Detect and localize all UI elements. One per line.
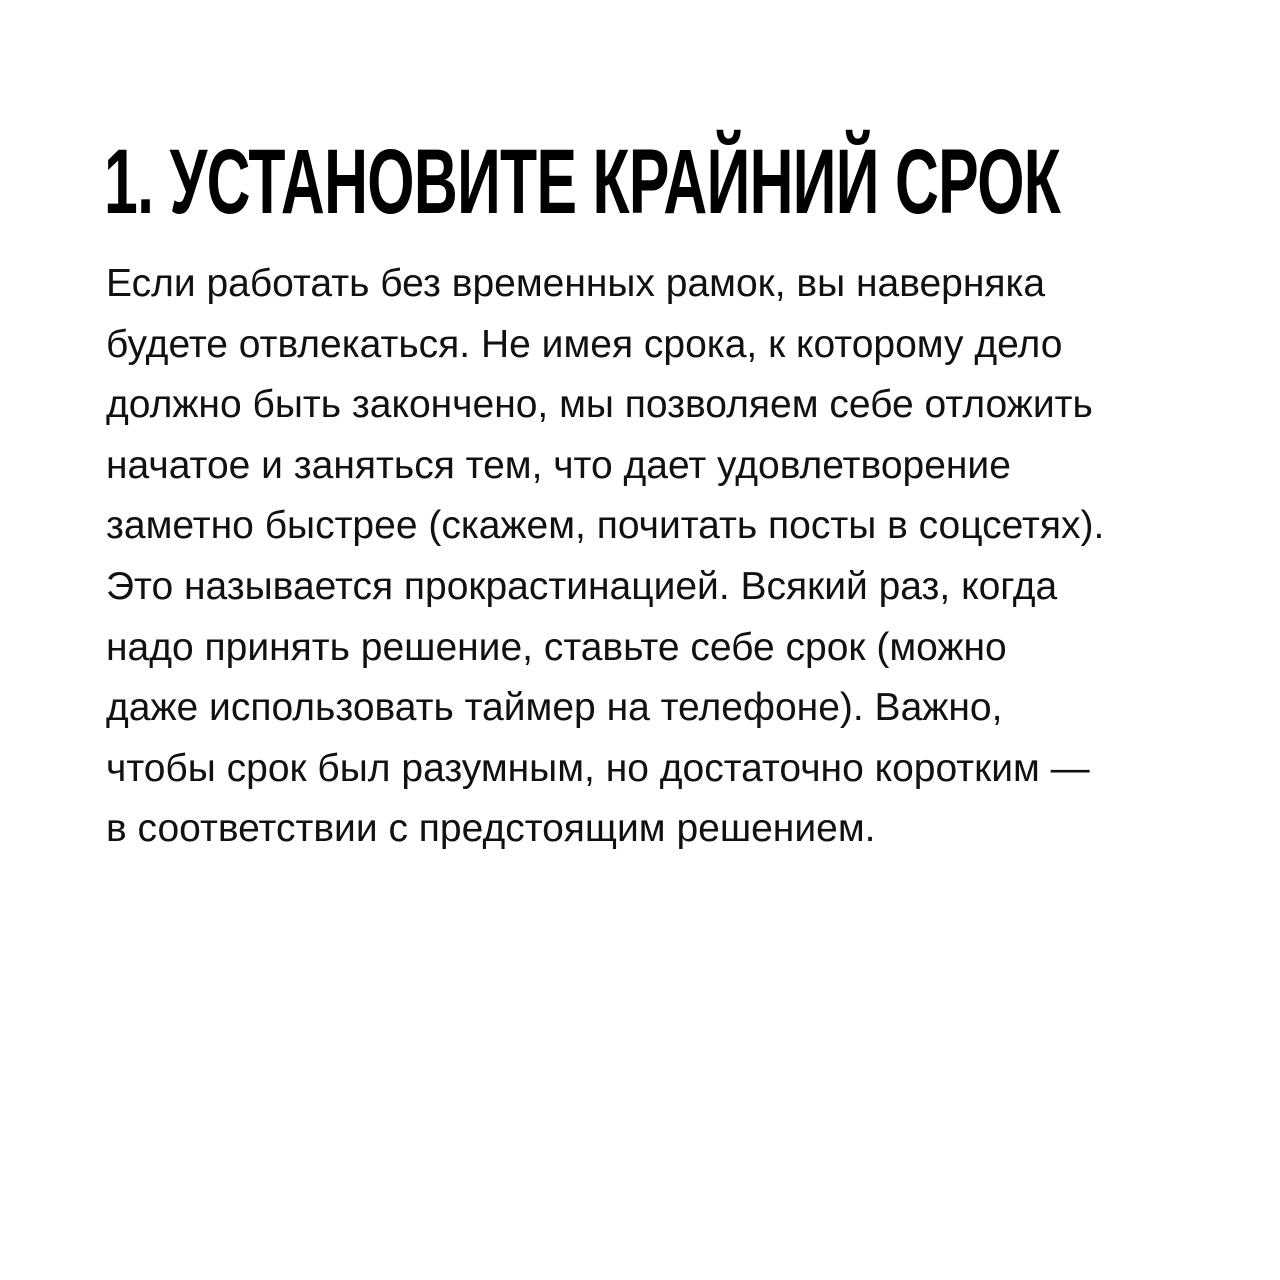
paragraph-line: надо принять решение, ставьте себе срок (можно	[106, 625, 1007, 669]
paragraph-line: будете отвлекаться. Не имея срока, к которому дело	[106, 322, 1063, 366]
paragraph-line: в соответствии с предстоящим решением.	[106, 807, 876, 851]
body-paragraph	[106, 254, 1256, 860]
paragraph-line: даже использовать таймер на телефоне). Важно,	[106, 686, 1003, 730]
paragraph-line: начатое и заняться тем, что дает удовлетворение	[106, 443, 1011, 487]
paragraph-line: Если работать без временных рамок, вы наверняка	[106, 262, 1046, 305]
paragraph-line: чтобы срок был разумным, но достаточно коротким —	[106, 746, 1090, 790]
paragraph-line: заметно быстрее (скажем, почитать посты в соцсетях).	[106, 504, 1105, 548]
page-title: 1. УСТАНОВИТЕ КРАЙНИЙ СРОК	[104, 131, 1061, 233]
paragraph-line: должно быть закончено, мы позволяем себе отложить	[106, 383, 1093, 427]
paragraph-line: Это называется прокрастинацией. Всякий раз, когда	[106, 564, 1058, 608]
